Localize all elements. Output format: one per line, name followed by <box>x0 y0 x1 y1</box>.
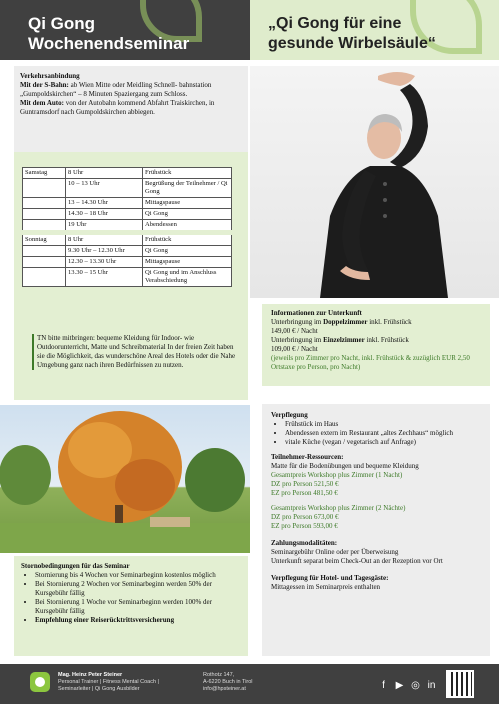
schedule-time: 19 Uhr <box>66 220 143 233</box>
arrival-heading: Verkehrsanbindung <box>20 72 80 80</box>
schedule-time: 10 – 13 Uhr <box>66 179 143 198</box>
schedule-item: Mittagspause <box>143 257 232 268</box>
footer-name: Mag. Heinz Peter Steiner <box>58 672 123 678</box>
meals-heading: Verpflegung für Hotel- und Tagesgäste: <box>271 574 389 582</box>
schedule-time: 13 – 14.30 Uhr <box>66 198 143 209</box>
price2-dz: DZ pro Person 673,00 € <box>271 513 339 521</box>
sbahn-label: Mit der S-Bahn: <box>20 81 69 89</box>
schedule-row <box>23 233 232 246</box>
resources-heading: Teilnehmer-Ressourcen: <box>271 453 344 461</box>
accommodation-heading: Informationen zur Unterkunft <box>271 309 362 317</box>
schedule-row <box>23 198 232 209</box>
tree-photo <box>0 405 250 553</box>
schedule-day <box>23 209 66 220</box>
logo-icon <box>30 672 50 692</box>
cancellation-item: • Stornierung bis 4 Wochen vor Seminarbeginn kostenlos möglich <box>35 571 243 580</box>
accommodation-note: (jeweils pro Zimmer pro Nacht, inkl. Frühstück & zuzüglich EUR 2,50 Ortstaxe pro Person, pro Nacht) <box>271 354 470 371</box>
arrival-info <box>20 72 215 117</box>
footer-email[interactable]: info@hpsteiner.at <box>203 686 246 692</box>
header-subtitle-line1: „Qi Gong für eine <box>268 15 402 32</box>
tn-note: TN bitte mitbringen: bequeme Kleidung für Indoor- wie Outdoorunterricht, Matte und Schreibmaterial In der freien Zeit haben sie die Möglichkeit, das wunderschöne Areal des Hotels oder die Nahe Umgebung ganz nach ihren Bedürfnissen zu nutzen. <box>32 334 237 370</box>
catering-list <box>271 420 487 447</box>
schedule-row <box>23 209 232 220</box>
schedule-day <box>23 268 66 287</box>
accommodation-info <box>271 309 487 372</box>
tree-illustration <box>0 405 250 553</box>
single-suffix: inkl. Frühstück <box>364 336 409 344</box>
price2-ez: EZ pro Person 593,00 € <box>271 522 338 530</box>
price2-title: Gesamtpreis Workshop plus Zimmer (2 Nächte) <box>271 504 406 512</box>
schedule-item: Frühstück <box>143 168 232 179</box>
footer-role1: Personal Trainer | Fitness Mental Coach | <box>58 679 159 685</box>
single-label: Einzelzimmer <box>323 336 365 344</box>
schedule-row <box>23 257 232 268</box>
header-title-line2: Wochenendseminar <box>28 34 190 53</box>
schedule-time: 9.30 Uhr – 12.30 Uhr <box>66 246 143 257</box>
catering-item: • Abendessen extern im Restaurant „altes Zechhaus“ möglich <box>285 429 487 438</box>
double-price: 149,00 € / Nacht <box>271 327 318 335</box>
schedule-time: 13.30 – 15 Uhr <box>66 268 143 287</box>
schedule-row <box>23 220 232 233</box>
price1-title: Gesamtpreis Workshop plus Zimmer (1 Nacht) <box>271 471 403 479</box>
schedule-day <box>23 179 66 198</box>
header-right <box>250 0 499 60</box>
schedule-day <box>23 246 66 257</box>
qr-code-icon[interactable] <box>446 670 474 698</box>
schedule-time: 8 Uhr <box>66 233 143 246</box>
schedule-item: Mittagspause <box>143 198 232 209</box>
schedule-day <box>23 198 66 209</box>
schedule-item: Qi Gong <box>143 209 232 220</box>
payment-line2: Unterkunft separat beim Check-Out an der Rezeption vor Ort <box>271 557 443 565</box>
linkedin-icon[interactable]: in <box>427 680 436 691</box>
single-price: 109,00 € / Nacht <box>271 345 318 353</box>
schedule-table <box>22 167 232 287</box>
instructor-illustration <box>250 66 499 298</box>
cancellation-list <box>21 571 243 625</box>
schedule-item: Abendessen <box>143 220 232 233</box>
header-title-line1: Qi Gong <box>28 14 96 33</box>
sbahn-text: ab Wien Mitte oder Meidling Schnell- bahnstation „Gumpoldskirchen“ – 8 Minuten Spaziergang zum Schloss. <box>20 81 212 98</box>
double-suffix: inkl. Frühstück <box>367 318 412 326</box>
cancellation-recommendation: • Empfehlung einer Reiserücktrittsversicherung <box>35 616 243 625</box>
double-label: Doppelzimmer <box>323 318 368 326</box>
payment-line1: Seminargebühr Online oder per Überweisung <box>271 548 399 556</box>
price1-ez: EZ pro Person 481,50 € <box>271 489 338 497</box>
footer <box>0 664 499 704</box>
instructor-photo <box>250 66 499 298</box>
double-prefix: Unterbringung im <box>271 318 324 326</box>
schedule-day <box>23 220 66 233</box>
footer-role2: Seminarleiter | Qi Gong Ausbilder <box>58 686 140 692</box>
catering-item: • vitale Küche (vegan / vegetarisch auf Anfrage) <box>285 438 487 447</box>
footer-address2: A-6220 Buch in Tirol <box>203 679 253 685</box>
schedule-item: Frühstück <box>143 233 232 246</box>
cancellation-info <box>21 562 243 625</box>
schedule-time: 8 Uhr <box>66 168 143 179</box>
facebook-icon[interactable]: f <box>382 680 385 691</box>
auto-text: von der Autobahn kommend Abfahrt Traiskirchen, in Guntramsdorf nach Gumpoldskirchen abbiegen. <box>20 99 215 116</box>
schedule-day <box>23 257 66 268</box>
cancellation-heading: Stornobedingungen für das Seminar <box>21 562 130 570</box>
schedule-item: Qi Gong und im Anschluss Verabschiedung <box>143 268 232 287</box>
cancellation-item: • Bei Stornierung 1 Woche vor Seminarbeginn werden 100% der Kursgebühr fällig <box>35 598 243 616</box>
resources-text: Matte für die Bodenübungen und bequeme Kleidung <box>271 462 419 470</box>
schedule-time: 12.30 – 13.30 Uhr <box>66 257 143 268</box>
youtube-icon[interactable]: ▶ <box>395 680 404 691</box>
schedule-row <box>23 246 232 257</box>
schedule-row <box>23 168 232 179</box>
schedule-day: Sonntag <box>23 233 66 246</box>
schedule-row <box>23 179 232 198</box>
schedule-item: Begrüßung der Teilnehmer / Qi Gong <box>143 179 232 198</box>
header-subtitle-line2: gesunde Wirbelsäule“ <box>268 35 436 52</box>
catering-item: • Frühstück im Haus <box>285 420 487 429</box>
meals-text: Mittagessen im Seminarpreis enthalten <box>271 583 381 591</box>
details-info <box>271 411 487 592</box>
single-prefix: Unterbringung im <box>271 336 324 344</box>
schedule-time: 14.30 – 18 Uhr <box>66 209 143 220</box>
schedule-row <box>23 268 232 287</box>
price1-dz: DZ pro Person 521,50 € <box>271 480 339 488</box>
schedule-day: Samstag <box>23 168 66 179</box>
cancellation-item: • Bei Stornierung 2 Wochen vor Seminarbeginn werden 50% der Kursgebühr fällig <box>35 580 243 598</box>
header-left <box>0 0 250 60</box>
catering-heading: Verpflegung <box>271 411 308 419</box>
auto-label: Mit dem Auto: <box>20 99 64 107</box>
payment-heading: Zahlungsmodalitäten: <box>271 539 338 547</box>
instagram-icon[interactable]: ◎ <box>411 680 420 691</box>
schedule-item: Qi Gong <box>143 246 232 257</box>
footer-address1: Rothotz 147, <box>203 672 235 678</box>
